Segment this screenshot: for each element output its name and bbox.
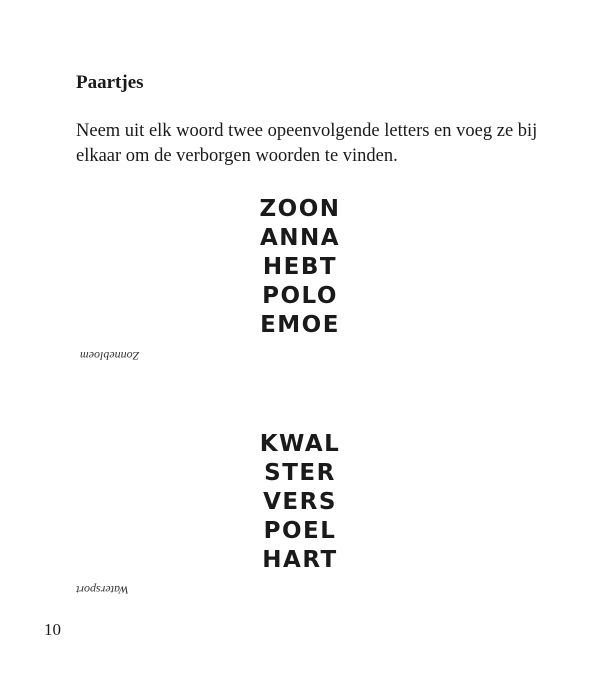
puzzle-word: POEL xyxy=(263,518,337,544)
instructions-text: Neem uit elk woord twee opeenvolgende letters en voeg ze bij elkaar om de verborgen woorden te vinden. xyxy=(76,121,538,166)
puzzle-word: HART xyxy=(262,547,338,573)
puzzle-word: ANNA xyxy=(259,225,341,251)
puzzle-word: KWAL xyxy=(259,431,341,457)
puzzle-word: HEBT xyxy=(262,254,338,280)
puzzle-word: EMOE xyxy=(260,312,340,338)
puzzle-2-answer: Watersport xyxy=(76,583,129,597)
puzzle-1-word-list xyxy=(0,195,600,340)
puzzle-2-word-list xyxy=(0,430,600,575)
puzzle-1-answer: Zonnebloem xyxy=(80,349,140,363)
puzzle-word: ZOON xyxy=(259,196,341,222)
page-number: 10 xyxy=(44,620,61,639)
page-heading: Paartjes xyxy=(76,72,144,93)
puzzle-word: STER xyxy=(264,460,336,486)
puzzle-word: VERS xyxy=(263,489,337,515)
puzzle-word: POLO xyxy=(262,283,338,309)
